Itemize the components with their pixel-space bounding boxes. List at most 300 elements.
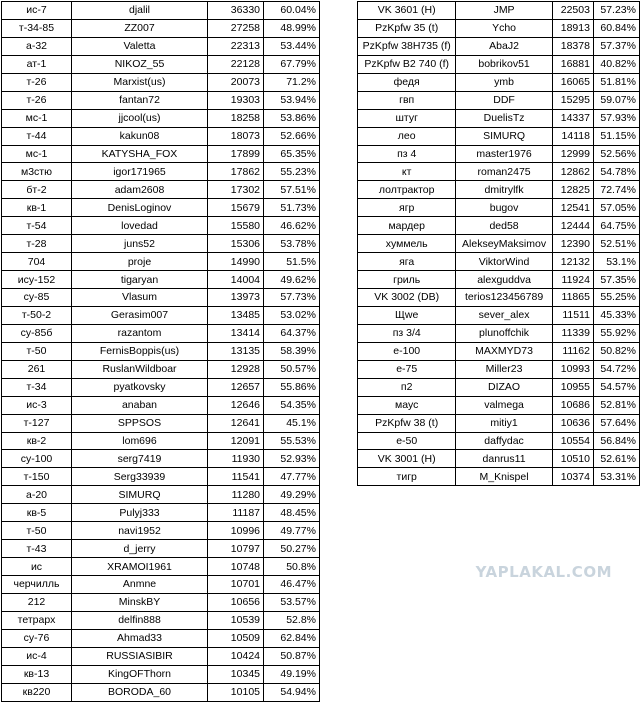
player-name-cell: alexguddva <box>456 271 552 289</box>
battles-cell: 18073 <box>208 127 264 145</box>
battles-cell: 10996 <box>208 522 264 540</box>
table-row <box>358 199 640 217</box>
win-rate-cell: 52.66% <box>264 127 320 145</box>
win-rate-cell: 55.23% <box>264 163 320 181</box>
player-name-cell: igor171965 <box>72 163 208 181</box>
battles-cell: 10539 <box>208 611 264 629</box>
win-rate-cell: 57.93% <box>593 109 639 127</box>
player-name-cell: AbaJ2 <box>456 37 552 55</box>
tank-cell: т-43 <box>2 540 72 558</box>
player-name-cell: ded58 <box>456 217 552 235</box>
win-rate-cell: 57.35% <box>593 271 639 289</box>
battles-cell: 10955 <box>552 378 593 396</box>
tank-cell: PzKpfw 38H735 (f) <box>358 37 456 55</box>
tank-cell: су-100 <box>2 450 72 468</box>
table-row <box>358 2 640 20</box>
win-rate-cell: 53.31% <box>593 468 639 486</box>
player-name-cell: pyatkovsky <box>72 378 208 396</box>
player-name-cell: NIKOZ_55 <box>72 55 208 73</box>
battles-cell: 10797 <box>208 540 264 558</box>
win-rate-cell: 54.72% <box>593 360 639 378</box>
tank-cell: VK 3002 (DB) <box>358 289 456 307</box>
win-rate-cell: 49.62% <box>264 271 320 289</box>
player-name-cell: daffydac <box>456 432 552 450</box>
win-rate-cell: 51.15% <box>593 127 639 145</box>
player-name-cell: master1976 <box>456 145 552 163</box>
win-rate-cell: 49.77% <box>264 522 320 540</box>
table-row <box>358 127 640 145</box>
site-watermark: YAPLAKAL.COM <box>475 563 612 581</box>
table-row <box>358 235 640 253</box>
battles-cell: 16065 <box>552 73 593 91</box>
battles-cell: 12999 <box>552 145 593 163</box>
player-name-cell: DuelisTz <box>456 109 552 127</box>
win-rate-cell: 54.35% <box>264 396 320 414</box>
table-row <box>358 378 640 396</box>
player-name-cell: Ycho <box>456 19 552 37</box>
player-name-cell: Valetta <box>72 37 208 55</box>
player-name-cell: lovedad <box>72 217 208 235</box>
tank-cell: VK 3601 (H) <box>358 2 456 20</box>
table-row <box>2 450 320 468</box>
player-name-cell: XRAMOI1961 <box>72 558 208 576</box>
win-rate-cell: 55.25% <box>593 289 639 307</box>
win-rate-cell: 48.45% <box>264 504 320 522</box>
battles-cell: 11924 <box>552 271 593 289</box>
tank-cell: мс-1 <box>2 145 72 163</box>
win-rate-cell: 51.5% <box>264 253 320 271</box>
player-name-cell: MAXMYD73 <box>456 342 552 360</box>
win-rate-cell: 50.87% <box>264 647 320 665</box>
battles-cell: 15679 <box>208 199 264 217</box>
table-row <box>2 558 320 576</box>
tank-cell: лолтрактор <box>358 181 456 199</box>
win-rate-cell: 57.51% <box>264 181 320 199</box>
win-rate-cell: 49.19% <box>264 665 320 683</box>
player-name-cell: ZZ007 <box>72 19 208 37</box>
player-name-cell: jjcool(us) <box>72 109 208 127</box>
tank-cell: кт <box>358 163 456 181</box>
tank-cell: 212 <box>2 593 72 611</box>
player-name-cell: lom696 <box>72 432 208 450</box>
battles-cell: 12541 <box>552 199 593 217</box>
player-name-cell: ymb <box>456 73 552 91</box>
table-row <box>358 342 640 360</box>
table-row <box>2 468 320 486</box>
tank-cell: т-127 <box>2 414 72 432</box>
win-rate-cell: 72.74% <box>593 181 639 199</box>
battles-cell: 15295 <box>552 91 593 109</box>
battles-cell: 13414 <box>208 324 264 342</box>
player-name-cell: bobrikov51 <box>456 55 552 73</box>
tank-cell: тигр <box>358 468 456 486</box>
table-row <box>2 145 320 163</box>
player-name-cell: SPPSOS <box>72 414 208 432</box>
win-rate-cell: 53.1% <box>593 253 639 271</box>
right-stats-table <box>357 1 640 486</box>
tank-cell: т-50 <box>2 342 72 360</box>
player-name-cell: SIMURQ <box>72 486 208 504</box>
player-name-cell: JMP <box>456 2 552 20</box>
battles-cell: 12444 <box>552 217 593 235</box>
table-row <box>358 73 640 91</box>
win-rate-cell: 53.78% <box>264 235 320 253</box>
player-name-cell: ViktorWind <box>456 253 552 271</box>
win-rate-cell: 71.2% <box>264 73 320 91</box>
tank-cell: пз 3/4 <box>358 324 456 342</box>
win-rate-cell: 64.37% <box>264 324 320 342</box>
table-row <box>358 324 640 342</box>
player-name-cell: DenisLoginov <box>72 199 208 217</box>
player-name-cell: RuslanWildboar <box>72 360 208 378</box>
left-table-body <box>2 2 320 702</box>
player-name-cell: Miller23 <box>456 360 552 378</box>
player-name-cell: fantan72 <box>72 91 208 109</box>
win-rate-cell: 53.57% <box>264 593 320 611</box>
player-name-cell: FernisBoppis(us) <box>72 342 208 360</box>
player-name-cell: terios123456789 <box>456 289 552 307</box>
win-rate-cell: 53.86% <box>264 109 320 127</box>
battles-cell: 14990 <box>208 253 264 271</box>
table-row <box>2 665 320 683</box>
win-rate-cell: 45.1% <box>264 414 320 432</box>
win-rate-cell: 57.64% <box>593 414 639 432</box>
battles-cell: 12390 <box>552 235 593 253</box>
battles-cell: 12091 <box>208 432 264 450</box>
table-row <box>2 432 320 450</box>
win-rate-cell: 52.93% <box>264 450 320 468</box>
table-row <box>2 306 320 324</box>
table-row <box>2 683 320 701</box>
table-row <box>2 253 320 271</box>
tank-cell: ису-152 <box>2 271 72 289</box>
tank-cell: ис-4 <box>2 647 72 665</box>
player-name-cell: adam2608 <box>72 181 208 199</box>
win-rate-cell: 53.94% <box>264 91 320 109</box>
battles-cell: 12132 <box>552 253 593 271</box>
battles-cell: 10424 <box>208 647 264 665</box>
battles-cell: 17899 <box>208 145 264 163</box>
battles-cell: 10748 <box>208 558 264 576</box>
win-rate-cell: 48.99% <box>264 19 320 37</box>
win-rate-cell: 65.35% <box>264 145 320 163</box>
battles-cell: 13973 <box>208 289 264 307</box>
win-rate-cell: 54.94% <box>264 683 320 701</box>
table-row <box>358 163 640 181</box>
tank-cell: штуг <box>358 109 456 127</box>
tank-cell: PzKpfw 38 (t) <box>358 414 456 432</box>
player-name-cell: delfin888 <box>72 611 208 629</box>
right-table-body <box>358 2 640 486</box>
player-name-cell: DIZAO <box>456 378 552 396</box>
player-name-cell: proje <box>72 253 208 271</box>
player-name-cell: AlekseyMaksimov <box>456 235 552 253</box>
table-row <box>2 127 320 145</box>
battles-cell: 10636 <box>552 414 593 432</box>
tank-cell: ягр <box>358 199 456 217</box>
player-name-cell: KingOFThorn <box>72 665 208 683</box>
tank-cell: лео <box>358 127 456 145</box>
battles-cell: 11339 <box>552 324 593 342</box>
battles-cell: 10374 <box>552 468 593 486</box>
tank-cell: а-32 <box>2 37 72 55</box>
table-row <box>2 109 320 127</box>
player-name-cell: DDF <box>456 91 552 109</box>
table-row <box>2 199 320 217</box>
win-rate-cell: 40.82% <box>593 55 639 73</box>
battles-cell: 14337 <box>552 109 593 127</box>
tank-cell: кв220 <box>2 683 72 701</box>
battles-cell: 14004 <box>208 271 264 289</box>
table-row <box>2 576 320 594</box>
table-row <box>358 271 640 289</box>
tank-cell: хуммель <box>358 235 456 253</box>
table-row <box>358 468 640 486</box>
tank-cell: кв-5 <box>2 504 72 522</box>
battles-cell: 10105 <box>208 683 264 701</box>
table-row <box>2 378 320 396</box>
table-row <box>2 486 320 504</box>
battles-cell: 11280 <box>208 486 264 504</box>
player-name-cell: djalil <box>72 2 208 20</box>
win-rate-cell: 50.8% <box>264 558 320 576</box>
tank-cell: су-85б <box>2 324 72 342</box>
table-row <box>2 91 320 109</box>
tank-cell: ат-1 <box>2 55 72 73</box>
table-row <box>358 37 640 55</box>
battles-cell: 14118 <box>552 127 593 145</box>
table-row <box>358 289 640 307</box>
battles-cell: 18913 <box>552 19 593 37</box>
win-rate-cell: 56.84% <box>593 432 639 450</box>
battles-cell: 36330 <box>208 2 264 20</box>
table-row <box>2 73 320 91</box>
player-name-cell: juns52 <box>72 235 208 253</box>
player-name-cell: MinskBY <box>72 593 208 611</box>
win-rate-cell: 53.02% <box>264 306 320 324</box>
battles-cell: 15580 <box>208 217 264 235</box>
tank-cell: кв-1 <box>2 199 72 217</box>
win-rate-cell: 50.57% <box>264 360 320 378</box>
table-row <box>2 2 320 20</box>
battles-cell: 13135 <box>208 342 264 360</box>
win-rate-cell: 52.56% <box>593 145 639 163</box>
battles-cell: 10345 <box>208 665 264 683</box>
tank-cell: е-100 <box>358 342 456 360</box>
tank-cell: яга <box>358 253 456 271</box>
player-name-cell: Ahmad33 <box>72 629 208 647</box>
battles-cell: 12825 <box>552 181 593 199</box>
player-name-cell: navi1952 <box>72 522 208 540</box>
battles-cell: 17862 <box>208 163 264 181</box>
tank-cell: т-44 <box>2 127 72 145</box>
win-rate-cell: 47.77% <box>264 468 320 486</box>
battles-cell: 22313 <box>208 37 264 55</box>
win-rate-cell: 60.04% <box>264 2 320 20</box>
player-name-cell: mitiy1 <box>456 414 552 432</box>
player-name-cell: sever_alex <box>456 306 552 324</box>
tank-cell: PzKpfw B2 740 (f) <box>358 55 456 73</box>
tank-cell: м3стю <box>2 163 72 181</box>
tank-cell: Щwe <box>358 306 456 324</box>
win-rate-cell: 57.05% <box>593 199 639 217</box>
player-name-cell: Vlasum <box>72 289 208 307</box>
win-rate-cell: 55.86% <box>264 378 320 396</box>
win-rate-cell: 46.62% <box>264 217 320 235</box>
tank-cell: т-34 <box>2 378 72 396</box>
table-row <box>358 306 640 324</box>
win-rate-cell: 51.73% <box>264 199 320 217</box>
table-row <box>2 217 320 235</box>
tank-cell: мс-1 <box>2 109 72 127</box>
battles-cell: 22503 <box>552 2 593 20</box>
tank-cell: пз 4 <box>358 145 456 163</box>
tank-cell: бт-2 <box>2 181 72 199</box>
table-row <box>358 109 640 127</box>
table-row <box>2 629 320 647</box>
battles-cell: 10510 <box>552 450 593 468</box>
tank-cell: т-26 <box>2 73 72 91</box>
win-rate-cell: 52.8% <box>264 611 320 629</box>
tank-cell: т-26 <box>2 91 72 109</box>
battles-cell: 13485 <box>208 306 264 324</box>
tank-cell: т-54 <box>2 217 72 235</box>
win-rate-cell: 55.53% <box>264 432 320 450</box>
battles-cell: 11187 <box>208 504 264 522</box>
battles-cell: 20073 <box>208 73 264 91</box>
tank-cell: т-50 <box>2 522 72 540</box>
table-row <box>2 647 320 665</box>
win-rate-cell: 64.75% <box>593 217 639 235</box>
table-row <box>358 253 640 271</box>
player-name-cell: plunoffchik <box>456 324 552 342</box>
player-name-cell: serg7419 <box>72 450 208 468</box>
table-row <box>2 55 320 73</box>
tank-cell: 704 <box>2 253 72 271</box>
tank-cell: су-76 <box>2 629 72 647</box>
table-row <box>358 217 640 235</box>
player-name-cell: dmitrylfk <box>456 181 552 199</box>
tank-cell: т-50-2 <box>2 306 72 324</box>
tank-cell: тетрарх <box>2 611 72 629</box>
tank-cell: мардер <box>358 217 456 235</box>
table-row <box>358 55 640 73</box>
win-rate-cell: 67.79% <box>264 55 320 73</box>
win-rate-cell: 54.78% <box>593 163 639 181</box>
table-row <box>358 432 640 450</box>
win-rate-cell: 50.82% <box>593 342 639 360</box>
table-row <box>358 181 640 199</box>
player-name-cell: KATYSHA_FOX <box>72 145 208 163</box>
table-row <box>2 593 320 611</box>
battles-cell: 10701 <box>208 576 264 594</box>
tank-cell: 261 <box>2 360 72 378</box>
battles-cell: 15306 <box>208 235 264 253</box>
battles-cell: 10554 <box>552 432 593 450</box>
battles-cell: 18378 <box>552 37 593 55</box>
win-rate-cell: 60.84% <box>593 19 639 37</box>
win-rate-cell: 52.81% <box>593 396 639 414</box>
table-row <box>2 235 320 253</box>
tank-cell: гриль <box>358 271 456 289</box>
tank-cell: т-28 <box>2 235 72 253</box>
tank-cell: PzKpfw 35 (t) <box>358 19 456 37</box>
tank-cell: маус <box>358 396 456 414</box>
battles-cell: 10993 <box>552 360 593 378</box>
battles-cell: 22128 <box>208 55 264 73</box>
tank-cell: т-34-85 <box>2 19 72 37</box>
win-rate-cell: 58.39% <box>264 342 320 360</box>
table-row <box>358 91 640 109</box>
win-rate-cell: 52.61% <box>593 450 639 468</box>
tank-cell: ис-7 <box>2 2 72 20</box>
win-rate-cell: 57.37% <box>593 37 639 55</box>
player-name-cell: Serg33939 <box>72 468 208 486</box>
battles-cell: 10656 <box>208 593 264 611</box>
table-row <box>358 145 640 163</box>
win-rate-cell: 49.29% <box>264 486 320 504</box>
win-rate-cell: 57.23% <box>593 2 639 20</box>
player-name-cell: Anmne <box>72 576 208 594</box>
tank-cell: п2 <box>358 378 456 396</box>
table-row <box>2 414 320 432</box>
player-name-cell: danrus11 <box>456 450 552 468</box>
win-rate-cell: 59.07% <box>593 91 639 109</box>
win-rate-cell: 45.33% <box>593 306 639 324</box>
battles-cell: 12928 <box>208 360 264 378</box>
battles-cell: 10509 <box>208 629 264 647</box>
table-row <box>358 396 640 414</box>
player-name-cell: d_jerry <box>72 540 208 558</box>
table-row <box>2 396 320 414</box>
table-row <box>2 19 320 37</box>
player-name-cell: tigaryan <box>72 271 208 289</box>
tank-cell: т-150 <box>2 468 72 486</box>
player-name-cell: anaban <box>72 396 208 414</box>
player-name-cell: Gerasim007 <box>72 306 208 324</box>
player-name-cell: SIMURQ <box>456 127 552 145</box>
table-row <box>2 522 320 540</box>
table-row <box>2 540 320 558</box>
battles-cell: 18258 <box>208 109 264 127</box>
win-rate-cell: 62.84% <box>264 629 320 647</box>
table-row <box>2 324 320 342</box>
table-row <box>358 414 640 432</box>
tank-cell: е-50 <box>358 432 456 450</box>
tank-cell: ис <box>2 558 72 576</box>
battles-cell: 12657 <box>208 378 264 396</box>
battles-cell: 11162 <box>552 342 593 360</box>
table-row <box>2 360 320 378</box>
player-name-cell: valmega <box>456 396 552 414</box>
battles-cell: 12646 <box>208 396 264 414</box>
table-row <box>358 360 640 378</box>
battles-cell: 12862 <box>552 163 593 181</box>
tank-cell: кв-2 <box>2 432 72 450</box>
player-name-cell: razantom <box>72 324 208 342</box>
win-rate-cell: 54.57% <box>593 378 639 396</box>
tank-cell: гвп <box>358 91 456 109</box>
battles-cell: 27258 <box>208 19 264 37</box>
win-rate-cell: 52.51% <box>593 235 639 253</box>
table-row <box>2 611 320 629</box>
table-row <box>358 450 640 468</box>
player-name-cell: BORODA_60 <box>72 683 208 701</box>
win-rate-cell: 50.27% <box>264 540 320 558</box>
player-name-cell: Marxist(us) <box>72 73 208 91</box>
battles-cell: 17302 <box>208 181 264 199</box>
tank-cell: VK 3001 (H) <box>358 450 456 468</box>
